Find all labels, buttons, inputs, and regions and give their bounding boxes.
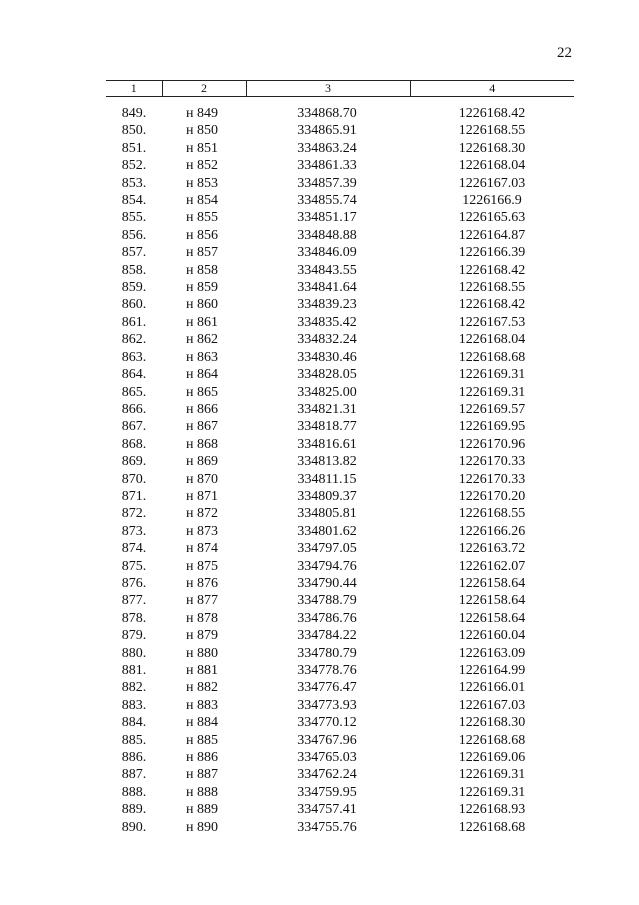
row-number: 890. [121,819,147,835]
table-row [106,331,574,348]
row-number: 853. [121,175,147,191]
coordinate-y: 1226162.07 [458,558,526,574]
point-id: н 868 [186,436,218,452]
point-id: н 865 [186,384,218,400]
row-number: 863. [121,349,147,365]
point-id: н 877 [186,593,218,609]
point-id: н 883 [186,697,218,713]
point-id: н 873 [186,523,218,539]
table-header [106,81,574,97]
table-row [106,505,574,522]
coordinate-y: 1226170.20 [458,488,526,504]
coordinate-x: 334861.33 [297,158,357,174]
coordinate-x: 334821.31 [297,401,357,417]
table-row [106,262,574,279]
point-id: н 851 [186,140,218,156]
table-row [106,592,574,609]
table-row [106,244,574,261]
coordinate-x: 334857.39 [297,175,357,191]
table-row [106,784,574,801]
table-row [106,749,574,766]
row-number: 862. [121,332,147,348]
row-number: 882. [121,680,147,696]
row-number: 860. [121,297,147,313]
row-number: 880. [121,645,147,661]
coordinate-x: 334776.47 [297,680,357,696]
coordinates-table-container [106,80,574,836]
coordinate-y: 1226168.04 [458,332,526,348]
point-id: н 853 [186,175,218,191]
point-id: н 888 [186,784,218,800]
row-number: 881. [121,663,147,678]
header-col-1: 1 [106,81,162,97]
coordinate-x: 334755.76 [297,819,357,835]
coordinate-x: 334784.22 [297,628,357,644]
coordinate-x: 334780.79 [297,645,357,661]
coordinate-x: 334868.70 [297,106,357,121]
coordinate-x: 334839.23 [297,297,357,313]
coordinate-y: 1226166.26 [458,523,526,539]
point-id: н 867 [186,419,218,435]
table-row [106,366,574,383]
point-id: н 879 [186,628,218,644]
row-number: 879. [121,628,147,644]
coordinate-x: 334778.76 [297,663,357,678]
coordinate-y: 1226170.96 [458,436,526,452]
table-row [106,801,574,818]
row-number: 873. [121,523,147,539]
coordinate-y: 1226168.68 [458,349,526,365]
coordinate-x: 334765.03 [297,750,357,766]
coordinate-y: 1226168.68 [458,732,526,748]
row-number: 884. [121,715,147,731]
coordinate-x: 334816.61 [297,436,357,452]
table-row [106,175,574,192]
point-id: н 849 [186,106,218,121]
row-number: 888. [121,784,147,800]
coordinate-x: 334813.82 [297,454,357,470]
row-number: 851. [121,140,147,156]
coordinate-x: 334830.46 [297,349,357,365]
row-number: 861. [121,314,147,330]
coordinate-y: 1226166.01 [458,680,526,696]
point-id: н 878 [186,610,218,626]
coordinate-x: 334790.44 [297,575,357,591]
row-number: 866. [121,401,147,417]
point-id: н 854 [186,193,218,209]
table-row [106,766,574,783]
coordinate-x: 334794.76 [297,558,357,574]
point-id: н 882 [186,680,218,696]
coordinate-x: 334848.88 [297,227,357,243]
table-row [106,575,574,592]
coordinate-y: 1226169.95 [458,419,526,435]
table-row [106,662,574,679]
coordinate-y: 1226167.53 [458,314,526,330]
coordinate-y: 1226170.33 [458,471,526,487]
table-row [106,122,574,139]
row-number: 857. [121,245,147,261]
header-row [106,81,574,97]
table-row [106,418,574,435]
row-number: 886. [121,750,147,766]
coordinate-y: 1226167.03 [458,697,526,713]
table-row [106,471,574,488]
coordinate-x: 334825.00 [297,384,357,400]
point-id: н 885 [186,732,218,748]
header-col-3: 3 [246,81,410,97]
coordinate-x: 334788.79 [297,593,357,609]
table-row [106,819,574,836]
point-id: н 858 [186,262,218,278]
point-id: н 872 [186,506,218,522]
coordinate-y: 1226168.04 [458,158,526,174]
coordinate-x: 334811.15 [297,471,357,487]
coordinate-y: 1226166.39 [458,245,526,261]
table-row [106,227,574,244]
row-number: 885. [121,732,147,748]
row-number: 869. [121,454,147,470]
coordinate-x: 334805.81 [297,506,357,522]
table-body [106,97,574,837]
row-number: 865. [121,384,147,400]
point-id: н 866 [186,401,218,417]
point-id: н 874 [186,541,218,557]
table-row [106,679,574,696]
point-id: н 871 [186,488,218,504]
page-number: 22 [557,45,572,61]
point-id: н 884 [186,715,218,731]
coordinate-x: 334818.77 [297,419,357,435]
coordinate-y: 1226164.87 [458,227,526,243]
table-row [106,314,574,331]
coordinate-x: 334759.95 [297,784,357,800]
row-number: 870. [121,471,147,487]
coordinate-x: 334851.17 [297,210,357,226]
coordinate-x: 334846.09 [297,245,357,261]
row-number: 871. [121,488,147,504]
coordinate-y: 1226169.06 [458,750,526,766]
point-id: н 887 [186,767,218,783]
coordinate-y: 1226168.55 [458,123,526,139]
point-id: н 862 [186,332,218,348]
point-id: н 869 [186,454,218,470]
coordinate-y: 1226168.68 [458,819,526,835]
coordinate-x: 334770.12 [297,715,357,731]
row-number: 889. [121,802,147,818]
coordinate-y: 1226169.31 [458,784,526,800]
row-number: 868. [121,436,147,452]
coordinate-x: 334835.42 [297,314,357,330]
coordinate-x: 334809.37 [297,488,357,504]
coordinate-y: 1226168.42 [458,106,526,121]
row-number: 878. [121,610,147,626]
coordinate-y: 1226170.33 [458,454,526,470]
coordinate-x: 334757.41 [297,802,357,818]
coordinate-x: 334865.91 [297,123,357,139]
row-number: 874. [121,541,147,557]
row-number: 867. [121,419,147,435]
point-id: н 870 [186,471,218,487]
coordinate-x: 334767.96 [297,732,357,748]
coordinate-y: 1226168.93 [458,802,526,818]
table-row [106,697,574,714]
table-row [106,488,574,505]
header-col-2: 2 [162,81,246,97]
point-id: н 890 [186,819,218,835]
row-number: 854. [121,193,147,209]
coordinate-x: 334762.24 [297,767,357,783]
coordinate-x: 334773.93 [297,697,357,713]
table-row [106,401,574,418]
point-id: н 886 [186,750,218,766]
point-id: н 857 [186,245,218,261]
row-number: 864. [121,367,147,383]
coordinate-y: 1226168.42 [458,297,526,313]
table-row [106,453,574,470]
point-id: н 852 [186,158,218,174]
table-row [106,523,574,540]
point-id: н 859 [186,280,218,296]
row-number: 850. [121,123,147,139]
table-row [106,732,574,749]
coordinate-y: 1226167.03 [458,175,526,191]
coordinate-y: 1226169.31 [458,384,526,400]
row-number: 849. [121,106,147,121]
table-row [106,627,574,644]
point-id: н 856 [186,227,218,243]
coordinate-x: 334801.62 [297,523,357,539]
point-id: н 875 [186,558,218,574]
coordinate-y: 1226168.42 [458,262,526,278]
coordinate-y: 1226169.31 [458,767,526,783]
coordinate-y: 1226166.9 [462,193,522,209]
coordinates-table [106,80,574,836]
coordinate-x: 334832.24 [297,332,357,348]
row-number: 856. [121,227,147,243]
point-id: н 864 [186,367,218,383]
point-id: н 876 [186,575,218,591]
table-row [106,105,574,122]
row-number: 875. [121,558,147,574]
point-id: н 881 [186,663,218,678]
point-id: н 861 [186,314,218,330]
coordinate-y: 1226164.99 [458,663,526,678]
point-id: н 889 [186,802,218,818]
coordinate-x: 334863.24 [297,140,357,156]
coordinate-x: 334841.64 [297,280,357,296]
table-row [106,384,574,401]
table-row [106,714,574,731]
row-number: 876. [121,575,147,591]
coordinate-y: 1226158.64 [458,575,526,591]
table-row [106,192,574,209]
table-row [106,140,574,157]
point-id: н 850 [186,123,218,139]
table-row [106,279,574,296]
row-number: 855. [121,210,147,226]
row-number: 872. [121,506,147,522]
header-col-4: 4 [410,81,574,97]
coordinate-y: 1226158.64 [458,610,526,626]
coordinate-x: 334786.76 [297,610,357,626]
coordinate-x: 334828.05 [297,367,357,383]
row-number: 859. [121,280,147,296]
point-id: н 855 [186,210,218,226]
row-number: 858. [121,262,147,278]
coordinate-y: 1226163.09 [458,645,526,661]
row-number: 877. [121,593,147,609]
coordinate-y: 1226160.04 [458,628,526,644]
table-row [106,436,574,453]
coordinate-y: 1226168.55 [458,506,526,522]
table-row [106,610,574,627]
row-number: 883. [121,697,147,713]
point-id: н 860 [186,297,218,313]
coordinate-y: 1226168.55 [458,280,526,296]
row-number: 887. [121,767,147,783]
coordinate-x: 334797.05 [297,541,357,557]
coordinate-y: 1226168.30 [458,715,526,731]
table-row [106,157,574,174]
coordinate-y: 1226163.72 [458,541,526,557]
coordinate-y: 1226165.63 [458,210,526,226]
point-id: н 863 [186,349,218,365]
table-row [106,645,574,662]
table-row [106,558,574,575]
coordinate-y: 1226168.30 [458,140,526,156]
coordinate-x: 334855.74 [297,193,357,209]
coordinate-y: 1226158.64 [458,593,526,609]
point-id: н 880 [186,645,218,661]
coordinate-x: 334843.55 [297,262,357,278]
coordinate-y: 1226169.31 [458,367,526,383]
table-row [106,296,574,313]
table-row [106,349,574,366]
header-spacer [106,97,574,106]
coordinate-y: 1226169.57 [458,401,526,417]
table-row [106,209,574,226]
row-number: 852. [121,158,147,174]
table-row [106,540,574,557]
